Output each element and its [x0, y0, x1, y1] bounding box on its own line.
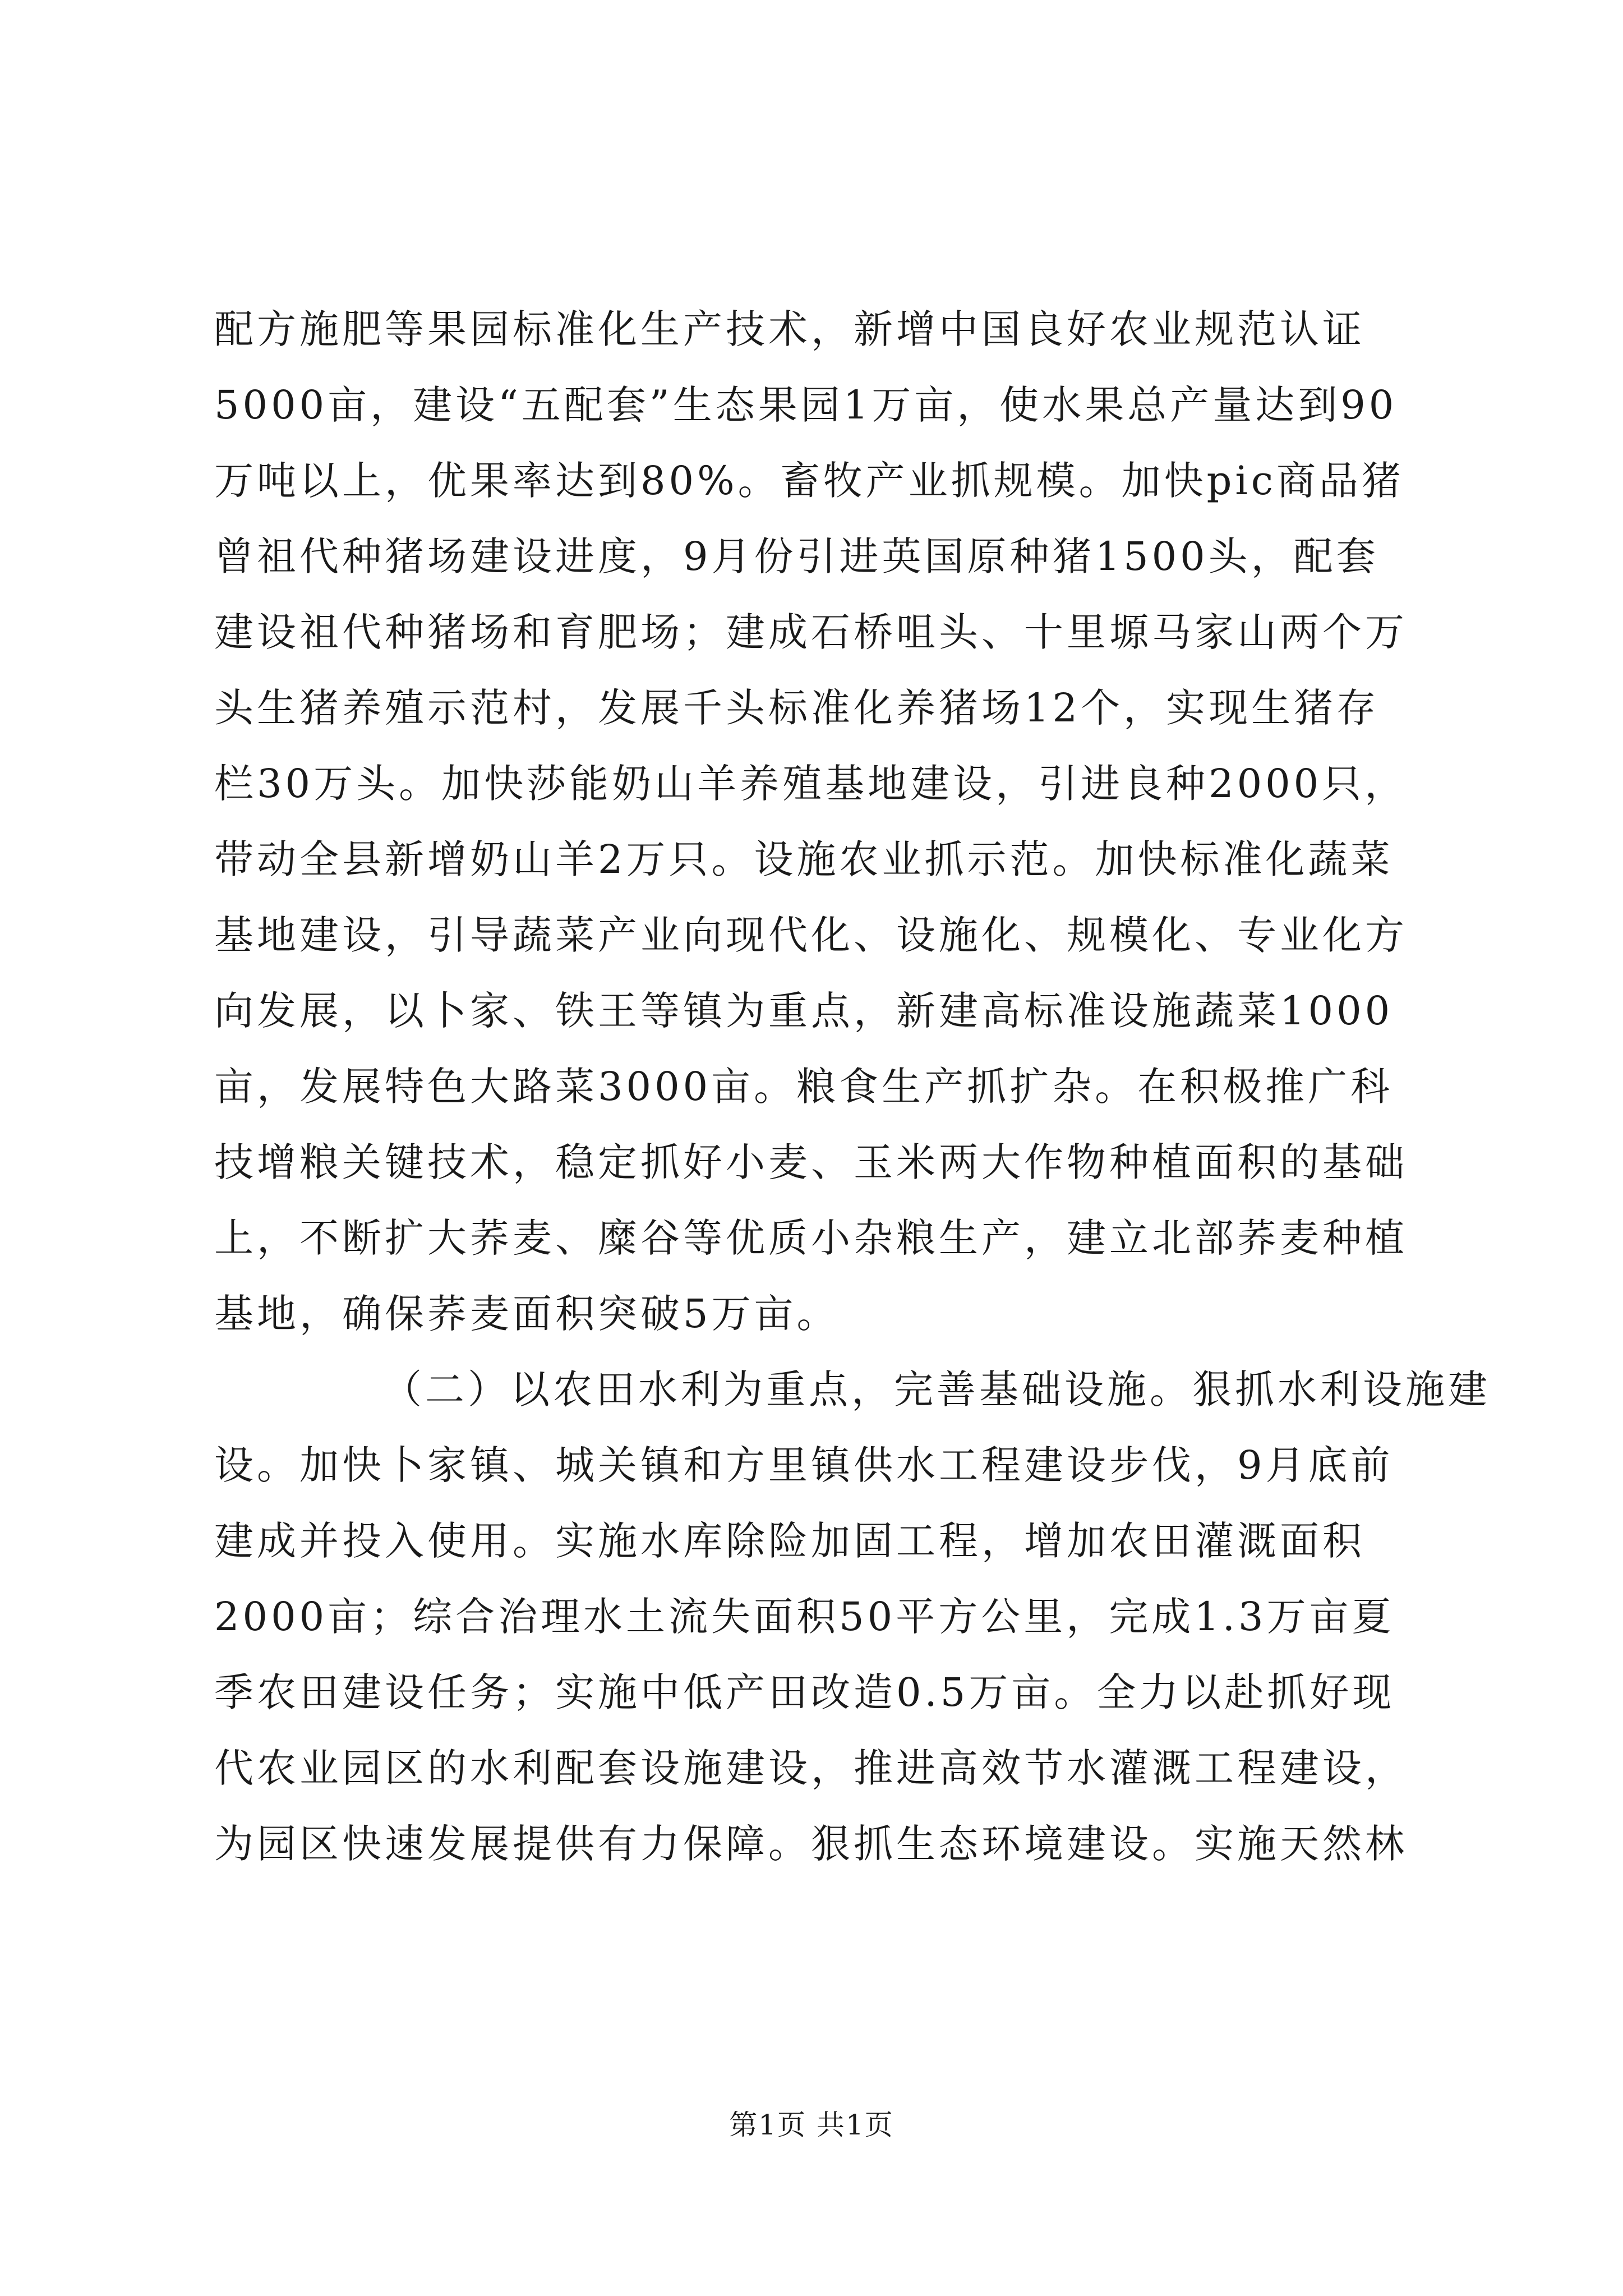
- text-line: 建设祖代种猪场和育肥场；建成石桥咀头、十里塬马家山两个万: [214, 609, 1408, 655]
- text-line: 基地，确保荞麦面积突破5万亩。: [214, 1291, 840, 1337]
- text-line: 上，不断扩大荞麦、糜谷等优质小杂粮生产，建立北部荞麦种植: [214, 1215, 1408, 1261]
- text-line: 建成并投入使用。实施水库除险加固工程，增加农田灌溉面积: [214, 1518, 1365, 1564]
- text-line: 为园区快速发展提供有力保障。狠抓生态环境建设。实施天然林: [214, 1821, 1408, 1867]
- text-line: 头生猪养殖示范村，发展千头标准化养猪场12个，实现生猪存: [214, 685, 1380, 731]
- page-footer: 第1页 共1页: [729, 2109, 894, 2141]
- text-line: 5000亩，建设“五配套”生态果园1万亩，使水果总产量达到90: [214, 382, 1398, 428]
- text-line: 曾祖代种猪场建设进度，9月份引进英国原种猪1500头，配套: [214, 533, 1379, 579]
- text-line: 技增粮关键技术，稳定抓好小麦、玉米两大作物种植面积的基础: [214, 1139, 1408, 1185]
- text-line: 设。加快卜家镇、城关镇和方里镇供水工程建设步伐，9月底前: [214, 1442, 1394, 1488]
- text-line: 带动全县新增奶山羊2万只。设施农业抓示范。加快标准化蔬菜: [214, 836, 1394, 882]
- text-line: 代农业园区的水利配套设施建设，推进高效节水灌溉工程建设，: [214, 1745, 1408, 1791]
- body-text: [214, 292, 1491, 1882]
- section-heading-line: （二）以农田水利为重点，完善基础设施。狠抓水利设施建: [382, 1366, 1491, 1412]
- text-line: 季农田建设任务；实施中低产田改造0.5万亩。全力以赴抓好现: [214, 1669, 1395, 1715]
- text-line: 2000亩；综合治理水土流失面积50平方公里，完成1.3万亩夏: [214, 1594, 1395, 1640]
- text-line: 亩，发展特色大路菜3000亩。粮食生产抓扩杂。在积极推广科: [214, 1064, 1394, 1110]
- text-line: 栏30万头。加快莎能奶山羊养殖基地建设，引进良种2000只，: [214, 761, 1408, 807]
- text-line: 基地建设，引导蔬菜产业向现代化、设施化、规模化、专业化方: [214, 912, 1408, 958]
- text-line: 向发展，以卜家、铁王等镇为重点，新建高标准设施蔬菜1000: [214, 988, 1394, 1034]
- text-line: 配方施肥等果园标准化生产技术，新增中国良好农业规范认证: [214, 306, 1365, 352]
- text-line: 万吨以上，优果率达到80%。畜牧产业抓规模。加快pic商品猪: [214, 458, 1404, 504]
